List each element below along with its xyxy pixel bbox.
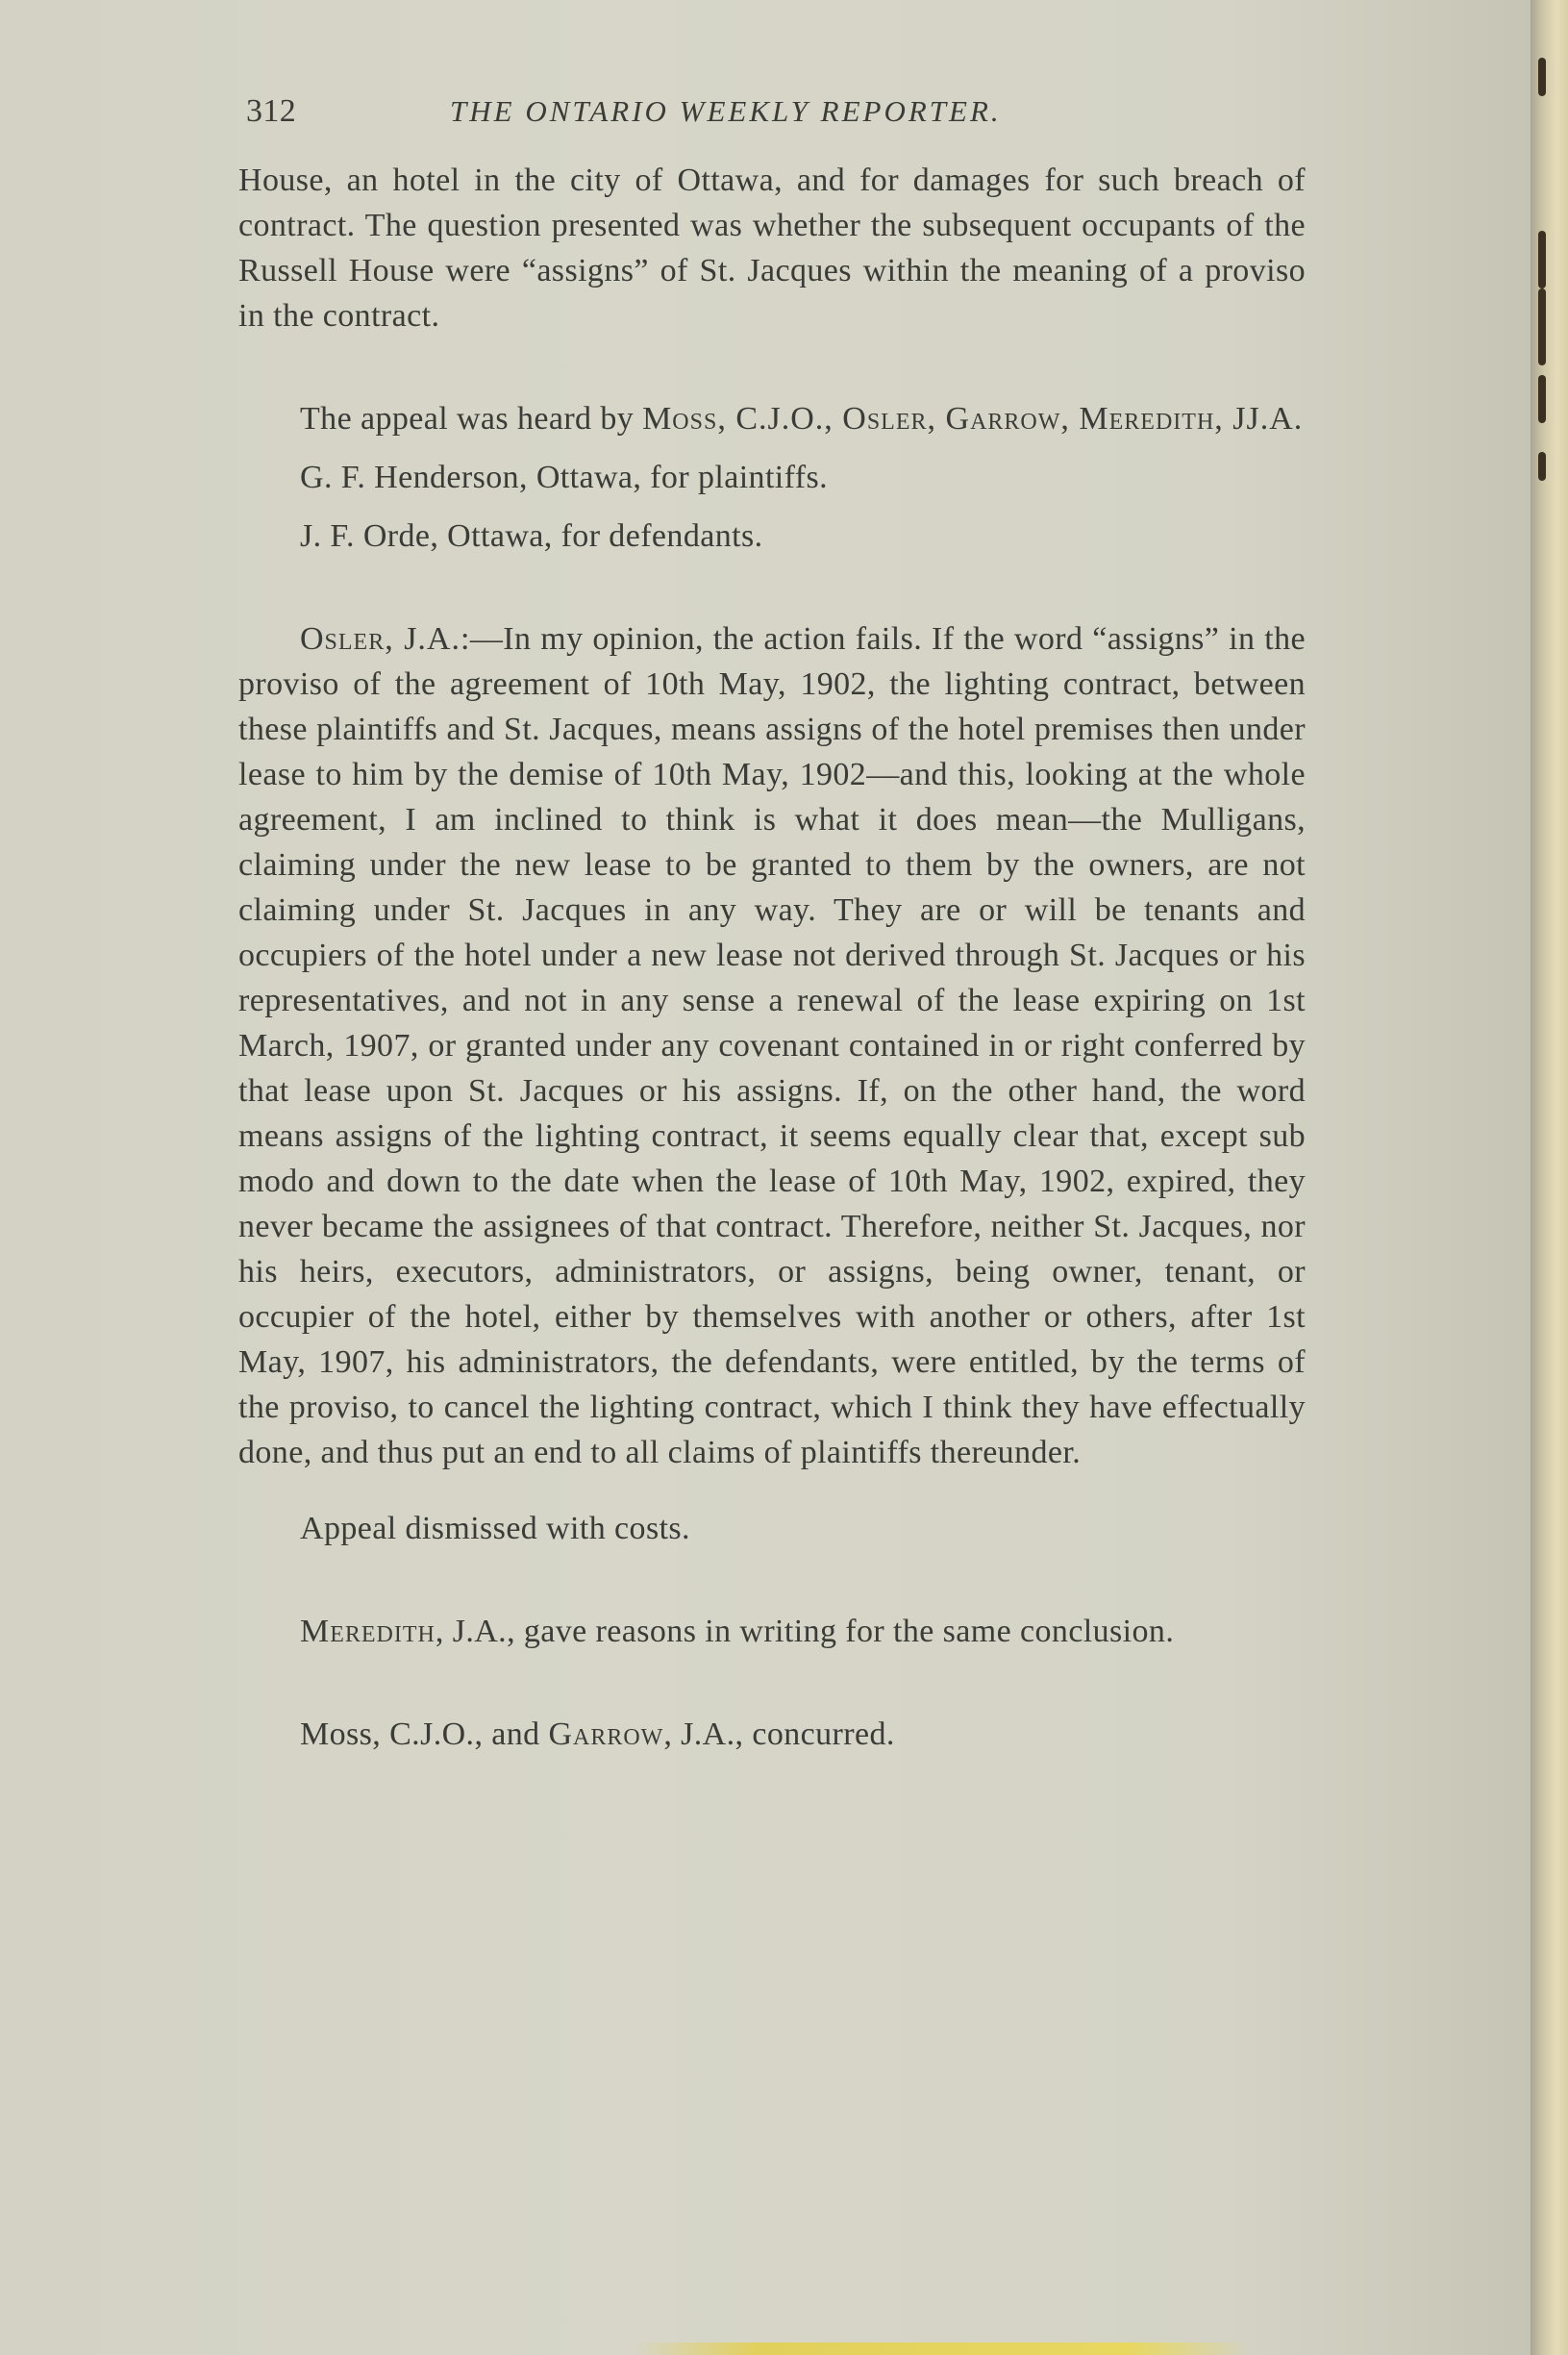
opinion-judge: Osler, J.A. [300, 621, 460, 657]
journal-title: THE ONTARIO WEEKLY REPORTER. [450, 94, 1002, 128]
concurrence-paragraph [238, 1712, 1306, 1757]
edge-mark [1538, 375, 1546, 423]
opening-paragraph: House, an hotel in the city of Ottawa, and for damages for such breach of contract. The question presented was whether the subsequent occupants of the Russell House were “assigns” of St. Jacques within the meaning of a proviso in the contract. [238, 163, 1306, 334]
counsel-plaintiffs: G. F. Henderson, Ottawa, for plaintiffs. [300, 460, 828, 495]
concurrence-moss: Moss [300, 1716, 373, 1752]
bottom-strip [635, 2342, 1250, 2355]
meredith-paragraph [238, 1609, 1306, 1654]
running-head [238, 88, 1306, 137]
bench-paragraph [238, 396, 1306, 441]
bench-judges: Moss, C.J.O., Osler, Garrow, Meredith, JJ.A. [642, 401, 1304, 437]
bench-intro: The appeal was heard by [300, 401, 643, 437]
concurrence-mid: , C.J.O., and [372, 1716, 549, 1752]
page-number: 312 [246, 93, 297, 129]
edge-mark [1538, 452, 1546, 481]
opinion-text: :—In my opinion, the action fails. If the word “assigns” in the proviso of the agreement of 10th May, 1902, the lighting contract, between these plaintiffs and St. Jacques, means assigns of the hotel premises then under lease to him by the demise of 10th May, 1902—and this, looking at the whole agreement, I am inclined to think is what it does mean—the Mulligans, claiming under the new lease to be granted to them by the owners, are not claiming under St. Jacques in any way. They are or will be tenants and occupiers of the hotel under a new lease not derived through St. Jacques or his representatives, and not in any sense a renewal of the lease expiring on 1st March, 1907, or granted under any covenant contained in or right conferred by that lease upon St. Jacques or his assigns. If, on the other hand, the word means assigns of the lighting contract, it seems equally clear that, except sub modo and down to the date when the lease of 10th May, 1902, expired, they never became the assignees of that contract. Therefore, neither St. Jacques, nor his heirs, executors, administrators, or assigns, being owner, tenant, or occupier of the hotel, either by themselves with another or others, after 1st May, 1907, his administrators, the defendants, were entitled, by the terms of the proviso, to cancel the lighting contract, which I think they have effectually done, and thus put an end to all claims of plaintiffs thereunder. [238, 621, 1306, 1470]
page-content [238, 88, 1306, 1757]
disposition: Appeal dismissed with costs. [300, 1511, 690, 1546]
concurrence-end: , J.A., concurred. [663, 1716, 895, 1752]
edge-mark [1538, 231, 1546, 288]
page-edge [1531, 0, 1568, 2355]
edge-mark [1538, 288, 1546, 365]
meredith-text: , J.A., gave reasons in writing for the same conclusion. [435, 1614, 1175, 1649]
edge-mark [1538, 58, 1546, 96]
opinion-paragraph [238, 616, 1306, 1475]
concurrence-garrow: Garrow [548, 1716, 664, 1752]
counsel-defendants: J. F. Orde, Ottawa, for defendants. [300, 518, 763, 554]
meredith-judge: Meredith [300, 1614, 436, 1649]
